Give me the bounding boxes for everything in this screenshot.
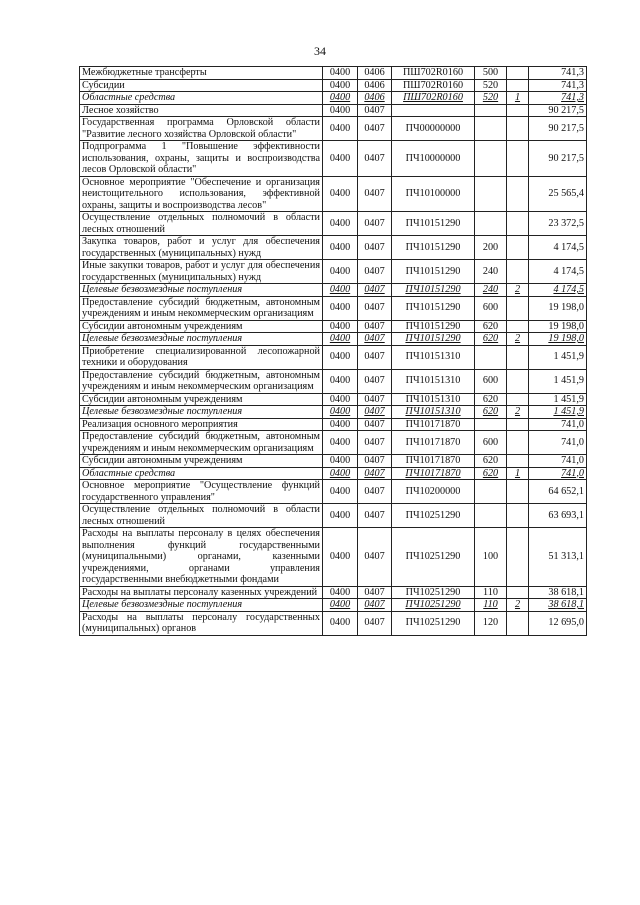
subsection-code-cell: 0406 [358,92,392,105]
row-name-cell: Приобретение специализированной лесопожарной техники и оборудования [80,345,323,369]
table-row [80,504,587,528]
row-name-cell: Осуществление отдельных полномочий в области лесных отношений [80,504,323,528]
expense-type-cell: 240 [475,260,507,284]
subsection-code-cell: 0407 [358,141,392,177]
table-body [80,67,587,636]
subsection-code-cell: 0407 [358,176,392,212]
funding-source-cell [507,345,529,369]
target-article-cell: ПЧ10171870 [392,455,475,468]
target-article-cell: ПЧ10000000 [392,141,475,177]
target-article-cell: ПЧ10151310 [392,406,475,419]
table-row [80,467,587,480]
table-row [80,260,587,284]
subsection-code-cell: 0407 [358,586,392,599]
table-row [80,406,587,419]
expense-type-cell: 520 [475,79,507,92]
target-article-cell: ПЧ10171870 [392,418,475,431]
amount-cell: 1 451,9 [529,345,587,369]
expense-type-cell [475,345,507,369]
funding-source-cell: 2 [507,406,529,419]
table-row [80,320,587,333]
amount-cell: 90 217,5 [529,141,587,177]
section-code-cell: 0400 [323,117,358,141]
target-article-cell: ПЧ10251290 [392,611,475,635]
amount-cell: 741,3 [529,92,587,105]
target-article-cell: ПЧ10251290 [392,599,475,612]
subsection-code-cell: 0406 [358,79,392,92]
funding-source-cell [507,79,529,92]
expense-type-cell: 620 [475,467,507,480]
section-code-cell: 0400 [323,455,358,468]
subsection-code-cell: 0407 [358,320,392,333]
table-row [80,455,587,468]
table-row [80,480,587,504]
section-code-cell: 0400 [323,260,358,284]
funding-source-cell [507,104,529,117]
expense-type-cell: 620 [475,406,507,419]
section-code-cell: 0400 [323,393,358,406]
amount-cell: 23 372,5 [529,212,587,236]
amount-cell: 1 451,9 [529,369,587,393]
page-number: 34 [314,44,326,58]
expense-type-cell: 500 [475,67,507,80]
section-code-cell: 0400 [323,236,358,260]
target-article-cell: ПЧ10151290 [392,296,475,320]
expense-type-cell: 100 [475,528,507,587]
target-article-cell: ПЧ10251290 [392,586,475,599]
table-row [80,296,587,320]
table-row [80,284,587,297]
row-name-cell: Областные средства [80,92,323,105]
funding-source-cell [507,418,529,431]
target-article-cell: ПШ702R0160 [392,67,475,80]
subsection-code-cell: 0407 [358,333,392,346]
target-article-cell: ПЧ10171870 [392,431,475,455]
expense-type-cell [475,141,507,177]
expense-type-cell: 620 [475,393,507,406]
funding-source-cell [507,611,529,635]
row-name-cell: Расходы на выплаты персоналу в целях обеспечения выполнения функций государственными (муниципальными) органами, казенными учреждениями, органами управления государственными внебюджетными фондами [80,528,323,587]
table-row [80,418,587,431]
expense-type-cell: 600 [475,369,507,393]
section-code-cell: 0400 [323,504,358,528]
target-article-cell: ПЧ10151290 [392,212,475,236]
target-article-cell: ПЧ10151290 [392,320,475,333]
section-code-cell: 0400 [323,467,358,480]
funding-source-cell: 1 [507,467,529,480]
funding-source-cell: 2 [507,333,529,346]
expense-type-cell: 600 [475,431,507,455]
subsection-code-cell: 0407 [358,284,392,297]
section-code-cell: 0400 [323,141,358,177]
expense-type-cell: 620 [475,320,507,333]
target-article-cell: ПШ702R0160 [392,92,475,105]
section-code-cell: 0400 [323,528,358,587]
table-row [80,176,587,212]
table-row [80,345,587,369]
table-row [80,79,587,92]
expense-type-cell [475,504,507,528]
amount-cell: 741,0 [529,431,587,455]
row-name-cell: Областные средства [80,467,323,480]
expense-type-cell: 520 [475,92,507,105]
table-row [80,212,587,236]
section-code-cell: 0400 [323,599,358,612]
amount-cell: 19 198,0 [529,296,587,320]
expense-type-cell [475,117,507,141]
expense-type-cell [475,480,507,504]
section-code-cell: 0400 [323,611,358,635]
expense-type-cell: 620 [475,455,507,468]
row-name-cell: Субсидии автономным учреждениям [80,393,323,406]
target-article-cell: ПЧ10200000 [392,480,475,504]
expense-type-cell: 240 [475,284,507,297]
amount-cell: 741,3 [529,67,587,80]
target-article-cell: ПЧ10151290 [392,236,475,260]
funding-source-cell: 2 [507,599,529,612]
funding-source-cell: 2 [507,284,529,297]
table-row [80,117,587,141]
row-name-cell: Подпрограмма 1 "Повышение эффективности использования, охраны, защиты и воспроизводства лесов Орловской области" [80,141,323,177]
row-name-cell: Целевые безвозмездные поступления [80,284,323,297]
amount-cell: 51 313,1 [529,528,587,587]
row-name-cell: Реализация основного мероприятия [80,418,323,431]
table-row [80,586,587,599]
row-name-cell: Расходы на выплаты персоналу казенных учреждений [80,586,323,599]
subsection-code-cell: 0407 [358,480,392,504]
subsection-code-cell: 0407 [358,212,392,236]
table-row [80,369,587,393]
row-name-cell: Целевые безвозмездные поступления [80,406,323,419]
row-name-cell: Основное мероприятие "Обеспечение и организация неистощительного использования, эффективной охраны, защиты и воспроизводства лесов" [80,176,323,212]
target-article-cell: ПЧ10151310 [392,345,475,369]
subsection-code-cell: 0407 [358,467,392,480]
row-name-cell: Государственная программа Орловской области "Развитие лесного хозяйства Орловской области" [80,117,323,141]
funding-source-cell [507,141,529,177]
expense-type-cell: 200 [475,236,507,260]
table-row [80,141,587,177]
target-article-cell [392,104,475,117]
funding-source-cell [507,504,529,528]
section-code-cell: 0400 [323,406,358,419]
table-row [80,431,587,455]
funding-source-cell [507,480,529,504]
table-row [80,393,587,406]
section-code-cell: 0400 [323,320,358,333]
amount-cell: 90 217,5 [529,104,587,117]
funding-source-cell [507,455,529,468]
section-code-cell: 0400 [323,104,358,117]
target-article-cell: ПЧ10151290 [392,333,475,346]
expense-type-cell: 110 [475,586,507,599]
subsection-code-cell: 0407 [358,611,392,635]
amount-cell: 63 693,1 [529,504,587,528]
target-article-cell: ПШ702R0160 [392,79,475,92]
subsection-code-cell: 0407 [358,236,392,260]
row-name-cell: Межбюджетные трансферты [80,67,323,80]
funding-source-cell [507,67,529,80]
row-name-cell: Закупка товаров, работ и услуг для обеспечения государственных (муниципальных) нужд [80,236,323,260]
target-article-cell: ПЧ10151290 [392,260,475,284]
row-name-cell: Субсидии автономным учреждениям [80,320,323,333]
table-row [80,599,587,612]
budget-table [79,66,587,636]
target-article-cell: ПЧ10100000 [392,176,475,212]
subsection-code-cell: 0407 [358,406,392,419]
expense-type-cell: 110 [475,599,507,612]
target-article-cell: ПЧ10251290 [392,504,475,528]
table-row [80,236,587,260]
subsection-code-cell: 0407 [358,504,392,528]
amount-cell: 741,3 [529,79,587,92]
table-row [80,528,587,587]
table-row [80,611,587,635]
subsection-code-cell: 0407 [358,393,392,406]
section-code-cell: 0400 [323,212,358,236]
amount-cell: 90 217,5 [529,117,587,141]
subsection-code-cell: 0407 [358,418,392,431]
funding-source-cell [507,393,529,406]
row-name-cell: Лесное хозяйство [80,104,323,117]
amount-cell: 1 451,9 [529,393,587,406]
section-code-cell: 0400 [323,79,358,92]
table-row [80,104,587,117]
subsection-code-cell: 0407 [358,431,392,455]
funding-source-cell [507,212,529,236]
expense-type-cell [475,176,507,212]
target-article-cell: ПЧ10171870 [392,467,475,480]
subsection-code-cell: 0407 [358,369,392,393]
table-row [80,92,587,105]
table-row [80,67,587,80]
funding-source-cell [507,236,529,260]
section-code-cell: 0400 [323,92,358,105]
row-name-cell: Предоставление субсидий бюджетным, автономным учреждениям и иным некоммерческим организациям [80,431,323,455]
amount-cell: 38 618,1 [529,586,587,599]
target-article-cell: ПЧ10151310 [392,393,475,406]
subsection-code-cell: 0407 [358,117,392,141]
section-code-cell: 0400 [323,333,358,346]
section-code-cell: 0400 [323,284,358,297]
subsection-code-cell: 0407 [358,296,392,320]
expense-type-cell: 620 [475,333,507,346]
table-row [80,333,587,346]
section-code-cell: 0400 [323,418,358,431]
subsection-code-cell: 0406 [358,67,392,80]
subsection-code-cell: 0407 [358,599,392,612]
funding-source-cell [507,528,529,587]
row-name-cell: Предоставление субсидий бюджетным, автономным учреждениям и иным некоммерческим организациям [80,369,323,393]
amount-cell: 19 198,0 [529,320,587,333]
amount-cell: 12 695,0 [529,611,587,635]
expense-type-cell: 600 [475,296,507,320]
funding-source-cell [507,431,529,455]
subsection-code-cell: 0407 [358,260,392,284]
funding-source-cell [507,320,529,333]
subsection-code-cell: 0407 [358,345,392,369]
section-code-cell: 0400 [323,345,358,369]
funding-source-cell [507,369,529,393]
row-name-cell: Целевые безвозмездные поступления [80,333,323,346]
subsection-code-cell: 0407 [358,104,392,117]
row-name-cell: Расходы на выплаты персоналу государственных (муниципальных) органов [80,611,323,635]
target-article-cell: ПЧ10251290 [392,528,475,587]
expense-type-cell [475,212,507,236]
expense-type-cell [475,104,507,117]
amount-cell: 741,0 [529,418,587,431]
section-code-cell: 0400 [323,431,358,455]
amount-cell: 25 565,4 [529,176,587,212]
section-code-cell: 0400 [323,586,358,599]
amount-cell: 4 174,5 [529,284,587,297]
section-code-cell: 0400 [323,480,358,504]
amount-cell: 1 451,9 [529,406,587,419]
amount-cell: 741,0 [529,467,587,480]
section-code-cell: 0400 [323,296,358,320]
target-article-cell: ПЧ00000000 [392,117,475,141]
section-code-cell: 0400 [323,67,358,80]
section-code-cell: 0400 [323,176,358,212]
row-name-cell: Основное мероприятие "Осуществление функций государственного управления" [80,480,323,504]
subsection-code-cell: 0407 [358,528,392,587]
amount-cell: 4 174,5 [529,236,587,260]
subsection-code-cell: 0407 [358,455,392,468]
expense-type-cell: 120 [475,611,507,635]
funding-source-cell [507,260,529,284]
amount-cell: 741,0 [529,455,587,468]
row-name-cell: Субсидии автономным учреждениям [80,455,323,468]
funding-source-cell [507,296,529,320]
funding-source-cell [507,586,529,599]
amount-cell: 4 174,5 [529,260,587,284]
row-name-cell: Субсидии [80,79,323,92]
amount-cell: 19 198,0 [529,333,587,346]
row-name-cell: Целевые безвозмездные поступления [80,599,323,612]
row-name-cell: Иные закупки товаров, работ и услуг для обеспечения государственных (муниципальных) нужд [80,260,323,284]
funding-source-cell [507,117,529,141]
row-name-cell: Осуществление отдельных полномочий в области лесных отношений [80,212,323,236]
target-article-cell: ПЧ10151290 [392,284,475,297]
row-name-cell: Предоставление субсидий бюджетным, автономным учреждениям и иным некоммерческим организациям [80,296,323,320]
target-article-cell: ПЧ10151310 [392,369,475,393]
amount-cell: 64 652,1 [529,480,587,504]
funding-source-cell: 1 [507,92,529,105]
amount-cell: 38 618,1 [529,599,587,612]
expense-type-cell [475,418,507,431]
funding-source-cell [507,176,529,212]
section-code-cell: 0400 [323,369,358,393]
